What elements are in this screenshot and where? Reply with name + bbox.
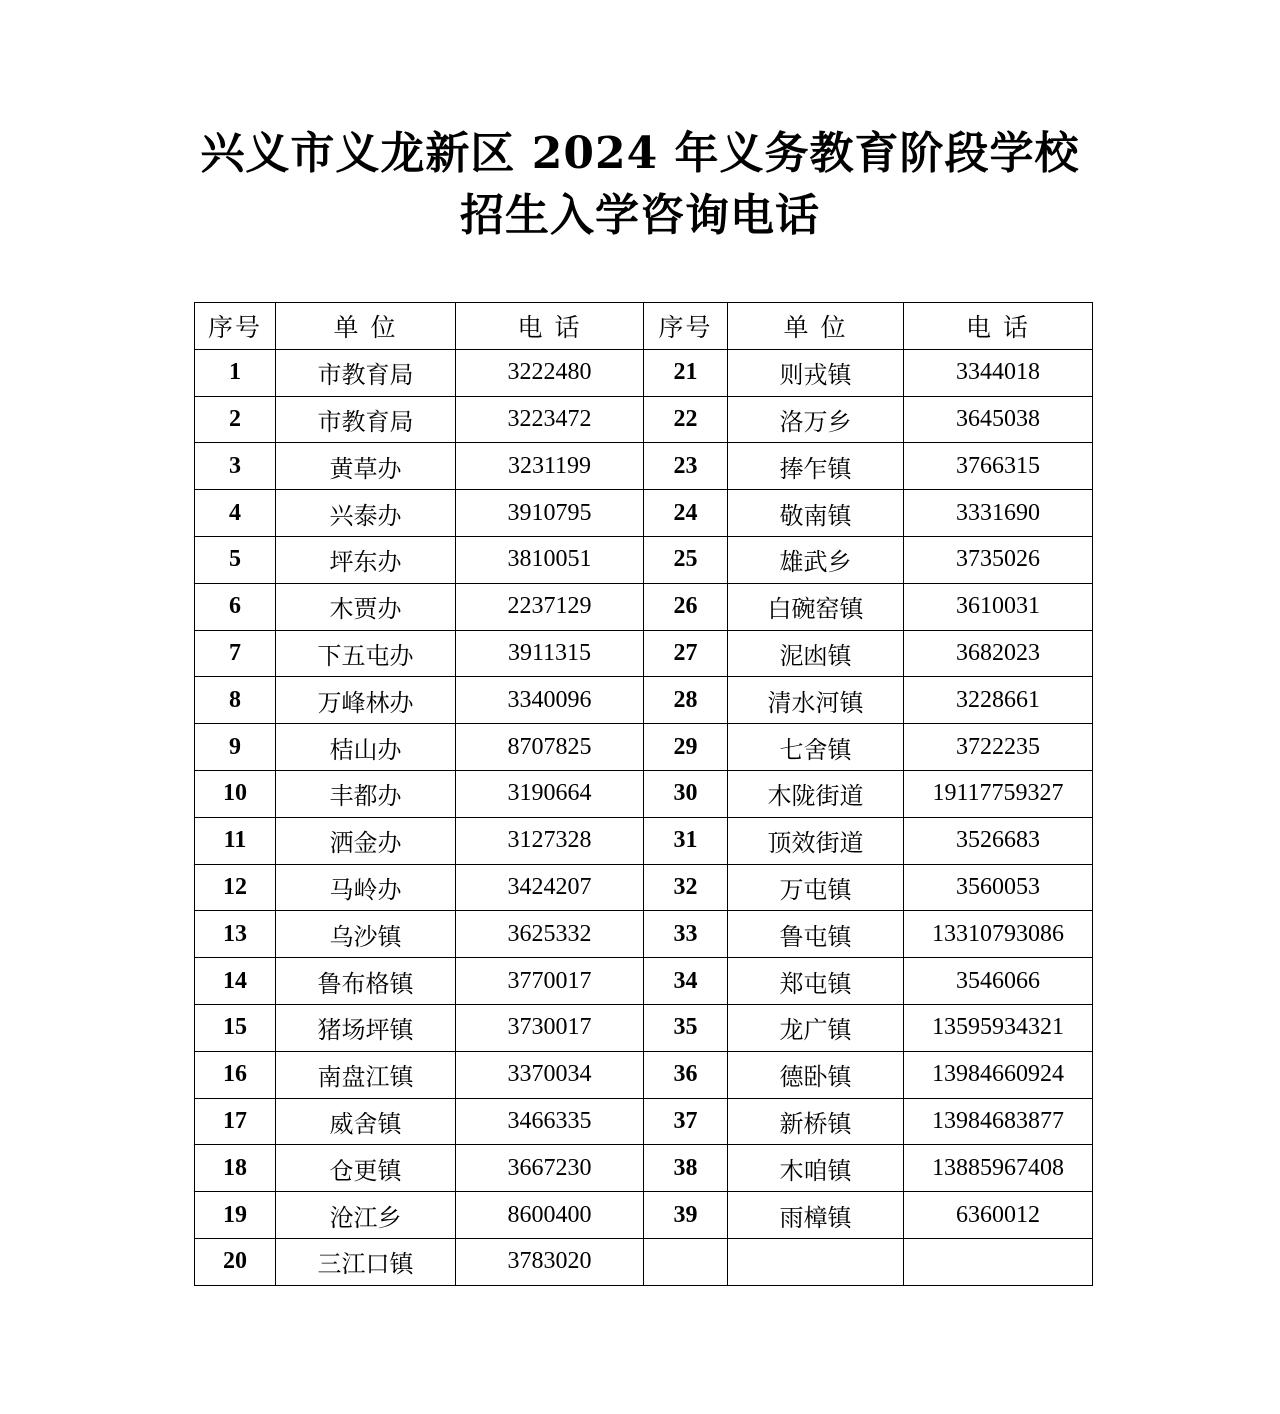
left-unit-cell: 坪东办 <box>276 536 456 583</box>
right-phone-cell: 13885967408 <box>904 1145 1093 1192</box>
table-row <box>195 536 1093 583</box>
left-unit-cell: 猪场坪镇 <box>276 1004 456 1051</box>
right-phone-cell: 3610031 <box>904 583 1093 630</box>
right-unit-cell: 鲁屯镇 <box>728 911 904 958</box>
left-seq-cell: 7 <box>195 630 276 677</box>
right-phone-cell: 13595934321 <box>904 1004 1093 1051</box>
right-phone-cell: 3722235 <box>904 724 1093 771</box>
table-row <box>195 1145 1093 1192</box>
left-phone-cell: 3730017 <box>456 1004 644 1051</box>
left-unit-cell: 仓更镇 <box>276 1145 456 1192</box>
left-phone-cell: 3625332 <box>456 911 644 958</box>
right-seq-cell: 22 <box>644 396 728 443</box>
header-right-phone: 电 话 <box>904 303 1093 350</box>
right-seq-cell: 35 <box>644 1004 728 1051</box>
right-phone-cell: 3344018 <box>904 349 1093 396</box>
left-phone-cell: 2237129 <box>456 583 644 630</box>
right-seq-cell: 28 <box>644 677 728 724</box>
right-seq-cell: 26 <box>644 583 728 630</box>
right-seq-cell: 29 <box>644 724 728 771</box>
left-phone-cell: 3222480 <box>456 349 644 396</box>
left-phone-cell: 3667230 <box>456 1145 644 1192</box>
table-row <box>195 770 1093 817</box>
right-unit-cell: 白碗窑镇 <box>728 583 904 630</box>
left-phone-cell: 3783020 <box>456 1238 644 1285</box>
left-seq-cell: 9 <box>195 724 276 771</box>
page-title: 兴义市义龙新区 2024 年义务教育阶段学校 <box>200 128 1080 179</box>
right-unit-cell: 顶效街道 <box>728 817 904 864</box>
right-phone-cell: 13310793086 <box>904 911 1093 958</box>
right-unit-cell: 木陇街道 <box>728 770 904 817</box>
header-left-unit: 单 位 <box>276 303 456 350</box>
table-row <box>195 349 1093 396</box>
right-seq-cell <box>644 1238 728 1285</box>
left-unit-cell: 下五屯办 <box>276 630 456 677</box>
left-phone-cell: 3190664 <box>456 770 644 817</box>
table-row <box>195 1238 1093 1285</box>
header-left-phone: 电 话 <box>456 303 644 350</box>
table-row <box>195 1051 1093 1098</box>
left-phone-cell: 3911315 <box>456 630 644 677</box>
left-seq-cell: 1 <box>195 349 276 396</box>
left-unit-cell: 马岭办 <box>276 864 456 911</box>
left-unit-cell: 三江口镇 <box>276 1238 456 1285</box>
left-seq-cell: 8 <box>195 677 276 724</box>
right-phone-cell: 3735026 <box>904 536 1093 583</box>
left-unit-cell: 黄草办 <box>276 443 456 490</box>
page-subtitle: 招生入学咨询电话 <box>460 190 820 241</box>
right-unit-cell: 新桥镇 <box>728 1098 904 1145</box>
left-seq-cell: 12 <box>195 864 276 911</box>
right-unit-cell: 泥凼镇 <box>728 630 904 677</box>
right-seq-cell: 21 <box>644 349 728 396</box>
right-unit-cell: 郑屯镇 <box>728 958 904 1005</box>
left-phone-cell: 3770017 <box>456 958 644 1005</box>
table-row <box>195 443 1093 490</box>
right-phone-cell: 3645038 <box>904 396 1093 443</box>
right-seq-cell: 24 <box>644 490 728 537</box>
right-unit-cell: 清水河镇 <box>728 677 904 724</box>
right-seq-cell: 32 <box>644 864 728 911</box>
right-unit-cell: 万屯镇 <box>728 864 904 911</box>
right-unit-cell: 洛万乡 <box>728 396 904 443</box>
contact-table <box>194 302 1093 1286</box>
left-unit-cell: 沧江乡 <box>276 1192 456 1239</box>
right-seq-cell: 36 <box>644 1051 728 1098</box>
left-unit-cell: 市教育局 <box>276 349 456 396</box>
right-phone-cell: 3331690 <box>904 490 1093 537</box>
right-seq-cell: 23 <box>644 443 728 490</box>
left-seq-cell: 17 <box>195 1098 276 1145</box>
left-phone-cell: 3466335 <box>456 1098 644 1145</box>
left-seq-cell: 14 <box>195 958 276 1005</box>
right-seq-cell: 30 <box>644 770 728 817</box>
table-row <box>195 724 1093 771</box>
right-phone-cell: 13984660924 <box>904 1051 1093 1098</box>
left-phone-cell: 3910795 <box>456 490 644 537</box>
right-seq-cell: 31 <box>644 817 728 864</box>
left-seq-cell: 6 <box>195 583 276 630</box>
right-unit-cell: 捧乍镇 <box>728 443 904 490</box>
right-phone-cell: 3546066 <box>904 958 1093 1005</box>
right-seq-cell: 39 <box>644 1192 728 1239</box>
left-seq-cell: 5 <box>195 536 276 583</box>
table-row <box>195 911 1093 958</box>
table-row <box>195 1192 1093 1239</box>
left-seq-cell: 4 <box>195 490 276 537</box>
left-phone-cell: 3810051 <box>456 536 644 583</box>
right-seq-cell: 34 <box>644 958 728 1005</box>
right-unit-cell: 则戎镇 <box>728 349 904 396</box>
table-row <box>195 677 1093 724</box>
left-seq-cell: 11 <box>195 817 276 864</box>
right-unit-cell: 德卧镇 <box>728 1051 904 1098</box>
table-row <box>195 864 1093 911</box>
left-seq-cell: 10 <box>195 770 276 817</box>
right-seq-cell: 27 <box>644 630 728 677</box>
right-phone-cell: 3526683 <box>904 817 1093 864</box>
left-unit-cell: 万峰林办 <box>276 677 456 724</box>
right-unit-cell: 雨樟镇 <box>728 1192 904 1239</box>
left-unit-cell: 洒金办 <box>276 817 456 864</box>
right-unit-cell: 龙广镇 <box>728 1004 904 1051</box>
left-seq-cell: 18 <box>195 1145 276 1192</box>
left-unit-cell: 丰都办 <box>276 770 456 817</box>
table-row <box>195 1004 1093 1051</box>
left-phone-cell: 3223472 <box>456 396 644 443</box>
left-seq-cell: 13 <box>195 911 276 958</box>
right-phone-cell <box>904 1238 1093 1285</box>
left-unit-cell: 桔山办 <box>276 724 456 771</box>
table-row <box>195 583 1093 630</box>
right-unit-cell: 敬南镇 <box>728 490 904 537</box>
left-phone-cell: 8707825 <box>456 724 644 771</box>
table-header-row <box>195 303 1093 350</box>
left-phone-cell: 3370034 <box>456 1051 644 1098</box>
right-seq-cell: 38 <box>644 1145 728 1192</box>
table-row <box>195 396 1093 443</box>
left-unit-cell: 乌沙镇 <box>276 911 456 958</box>
header-left-num: 序号 <box>195 303 276 350</box>
table-body <box>195 349 1093 1285</box>
right-seq-cell: 37 <box>644 1098 728 1145</box>
right-unit-cell <box>728 1238 904 1285</box>
table-row <box>195 1098 1093 1145</box>
left-unit-cell: 市教育局 <box>276 396 456 443</box>
header-right-unit: 单 位 <box>728 303 904 350</box>
table-row <box>195 817 1093 864</box>
right-phone-cell: 3560053 <box>904 864 1093 911</box>
right-phone-cell: 3228661 <box>904 677 1093 724</box>
right-seq-cell: 33 <box>644 911 728 958</box>
table-row <box>195 630 1093 677</box>
right-unit-cell: 七舍镇 <box>728 724 904 771</box>
left-unit-cell: 南盘江镇 <box>276 1051 456 1098</box>
table-row <box>195 958 1093 1005</box>
left-seq-cell: 3 <box>195 443 276 490</box>
left-unit-cell: 鲁布格镇 <box>276 958 456 1005</box>
right-phone-cell: 13984683877 <box>904 1098 1093 1145</box>
left-phone-cell: 3424207 <box>456 864 644 911</box>
header-right-num: 序号 <box>644 303 728 350</box>
left-phone-cell: 3127328 <box>456 817 644 864</box>
left-seq-cell: 19 <box>195 1192 276 1239</box>
left-unit-cell: 兴泰办 <box>276 490 456 537</box>
left-unit-cell: 木贾办 <box>276 583 456 630</box>
left-phone-cell: 3340096 <box>456 677 644 724</box>
right-phone-cell: 19117759327 <box>904 770 1093 817</box>
right-phone-cell: 3682023 <box>904 630 1093 677</box>
left-unit-cell: 威舍镇 <box>276 1098 456 1145</box>
table-row <box>195 490 1093 537</box>
right-phone-cell: 6360012 <box>904 1192 1093 1239</box>
left-phone-cell: 8600400 <box>456 1192 644 1239</box>
left-seq-cell: 16 <box>195 1051 276 1098</box>
right-seq-cell: 25 <box>644 536 728 583</box>
right-phone-cell: 3766315 <box>904 443 1093 490</box>
left-seq-cell: 2 <box>195 396 276 443</box>
left-seq-cell: 15 <box>195 1004 276 1051</box>
left-seq-cell: 20 <box>195 1238 276 1285</box>
right-unit-cell: 雄武乡 <box>728 536 904 583</box>
right-unit-cell: 木咱镇 <box>728 1145 904 1192</box>
left-phone-cell: 3231199 <box>456 443 644 490</box>
